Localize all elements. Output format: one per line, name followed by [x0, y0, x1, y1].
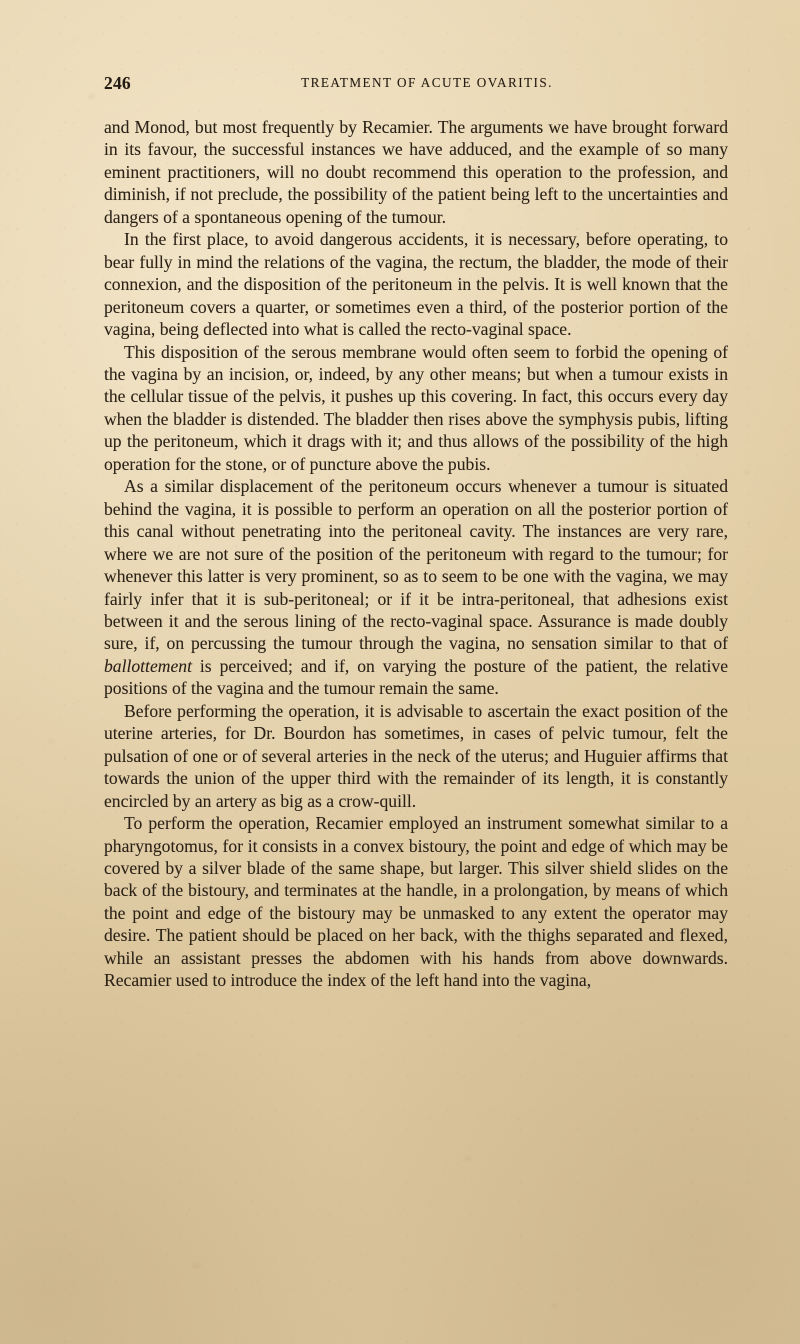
paragraph: This disposition of the serous membrane would often seem to forbid the opening of the vagina by an incision, or, indeed, by any other means; but when a tumour exists in the cellular tissue of the pelvis, it pushes up this covering. In fact, this occurs every day when the bladder is distended. The bladder then rises above the symphysis pubis, lifting up the peritoneum, which it drags with it; and thus allows of the possibility of the high operation for the stone, or of puncture above the pubis. [104, 341, 728, 474]
italic-term: ballottement [104, 655, 192, 676]
body-text [104, 116, 728, 992]
paragraph: As a similar displacement of the peritoneum occurs whenever a tumour is situated behind the vagina, it is possible to perform an operation on all the posterior portion of this canal without penetrating into the peritoneal cavity. The instances are very rare, where we are not sure of the position of the peritoneum with regard to the tumour; for whenever this latter is very prominent, so as to seem to be one with the vagina, we may fairly infer that it is sub-peritoneal; or if it be intra-peritoneal, that adhesions exist between it and the serous lining of the recto-vaginal space. Assurance is made doubly sure, if, on percussing the tumour through the vagina, no sensation similar to that of ballottement is perceived; and if, on varying the posture of the patient, the relative positions of the vagina and the tumour remain the same. [104, 476, 728, 699]
page-number: 246 [104, 73, 131, 93]
paragraph: To perform the operation, Recamier employed an instrument somewhat similar to a pharyngotomus, for it consists in a convex bistoury, the point and edge of which may be covered by a silver blade of the same shape, but larger. This silver shield slides on the back of the bistoury, and terminates at the handle, in a prolongation, by means of which the point and edge of the bistoury may be unmasked to any extent the operator may desire. The patient should be placed on her back, with the thighs separated and flexed, while an assistant presses the abdomen with his hands from above downwards. Recamier used to introduce the index of the left hand into the vagina, [104, 813, 728, 991]
paragraph: and Monod, but most frequently by Recamier. The arguments we have brought forward in its favour, the successful instances we have adduced, and the example of so many eminent practitioners, will no doubt recommend this operation to the profession, and diminish, if not preclude, the possibility of the patient being left to the uncertainties and dangers of a spontaneous opening of the tumour. [104, 117, 728, 227]
page-content-column [104, 0, 728, 992]
running-head-title: TREATMENT OF ACUTE OVARITIS. [301, 75, 553, 90]
paragraph: In the first place, to avoid dangerous accidents, it is necessary, before operating, to bear fully in mind the relations of the vagina, the rectum, the bladder, the mode of their connexion, and the disposition of the peritoneum in the pelvis. It is well known that the peritoneum covers a quarter, or sometimes even a third, of the posterior portion of the vagina, being deflected into what is called the recto-vaginal space. [104, 229, 728, 340]
paragraph: Before performing the operation, it is advisable to ascertain the exact position of the uterine arteries, for Dr. Bourdon has sometimes, in cases of pelvic tumour, felt the pulsation of one or of several arteries in the neck of the uterus; and Huguier affirms that towards the union of the upper third with the remainder of its length, it is constantly encircled by an artery as big as a crow-quill. [104, 700, 728, 811]
running-head [104, 72, 728, 96]
